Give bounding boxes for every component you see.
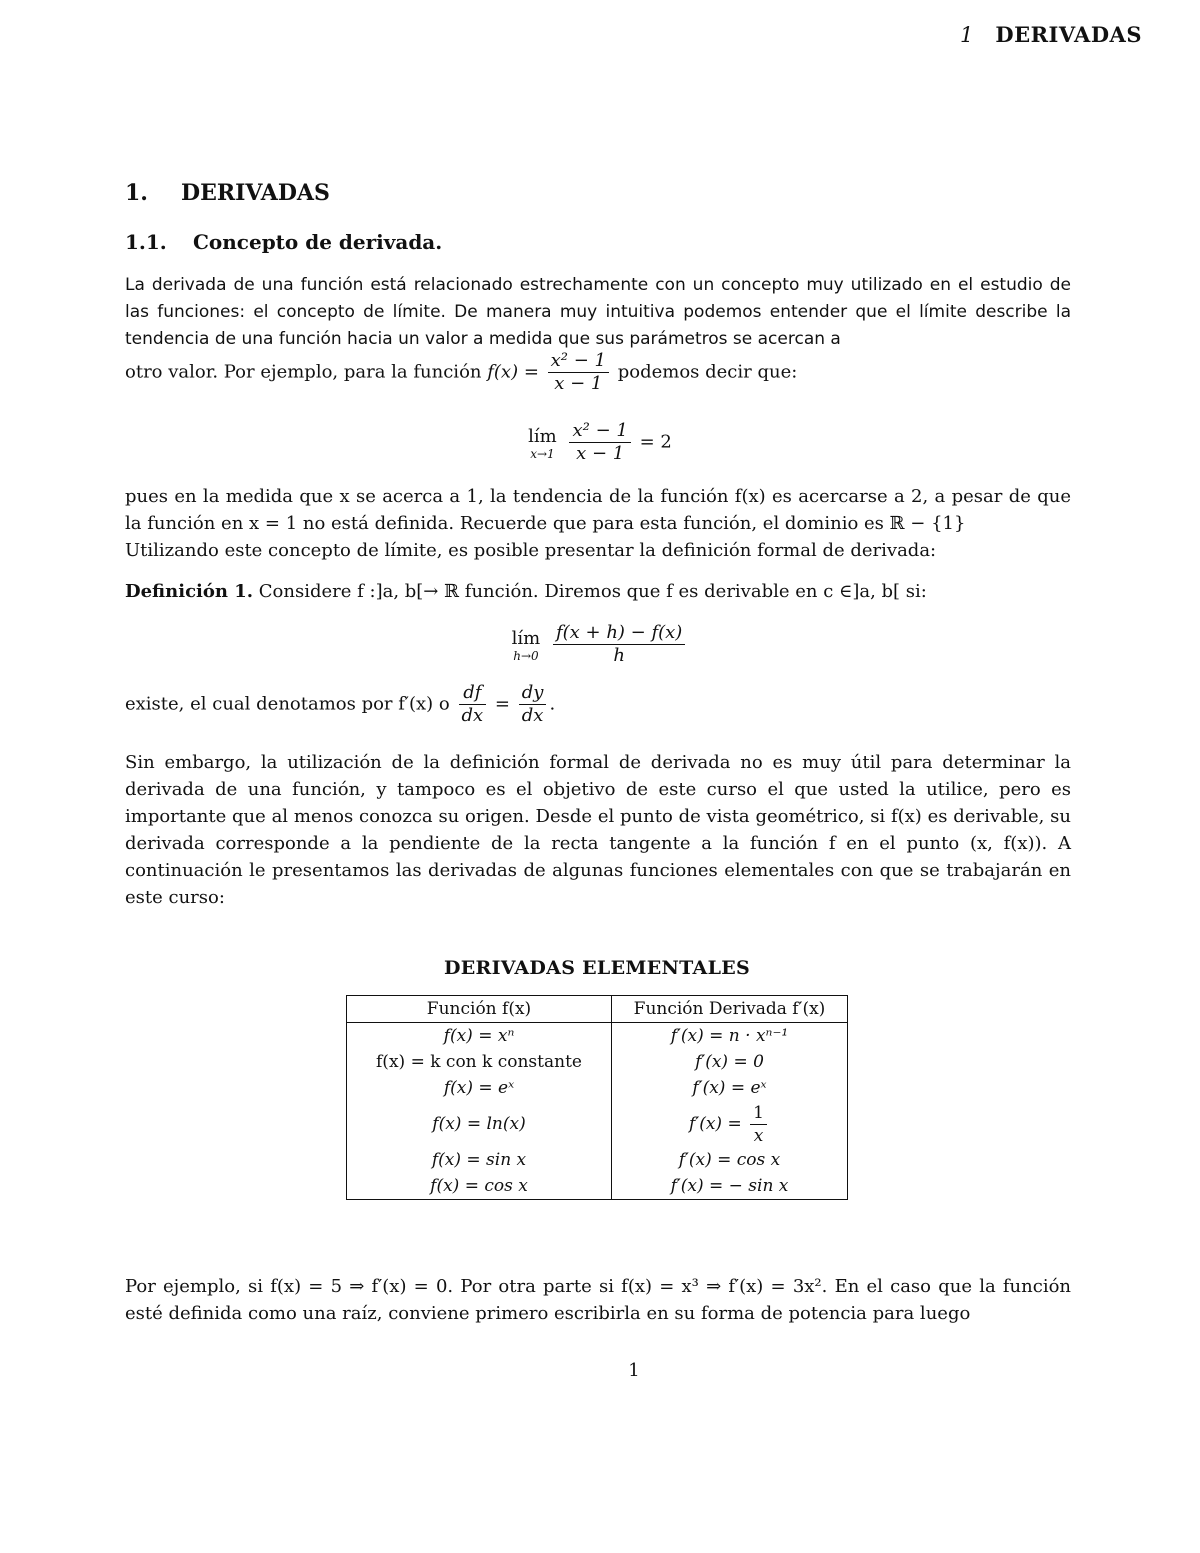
table-cell-derivative-lhs: f′(x) =: [689, 1113, 742, 1134]
table-cell-function: f(x) = sin x: [347, 1147, 612, 1173]
paragraph-geometric: [125, 749, 1071, 911]
section-heading: [125, 180, 330, 206]
paragraph-intro-end: [125, 350, 1071, 395]
subsection-title: Concepto de derivada.: [193, 230, 443, 254]
subsection-heading: [125, 230, 442, 254]
table-cell-derivative: f′(x) = eˣ: [612, 1075, 848, 1101]
running-header: [960, 22, 1142, 47]
paragraph-intro-end-text: otro valor. Por ejemplo, para la función: [125, 361, 482, 383]
paragraph-notation: [125, 682, 1071, 727]
difference-quotient: [553, 622, 685, 667]
table-header-derivative: Función Derivada f′(x): [612, 996, 848, 1023]
table-row: [347, 1023, 848, 1050]
table-header-function: Función f(x): [347, 996, 612, 1023]
paragraph-examples-text: Por ejemplo, si f(x) = 5 ⇒ f′(x) = 0. Por otra parte si f(x) = x³ ⇒ f′(x) = 3x². En el caso que la función esté definida como una raíz, conviene primero escribirla en su forma de potencia para luego: [125, 1276, 1071, 1324]
fraction-numerator: x² − 1: [548, 350, 609, 373]
function-definition: f(x) =: [487, 361, 539, 383]
derivative-limit-word: lím: [511, 627, 541, 649]
notation-dx-1: dx: [461, 705, 484, 726]
table-cell-derivative: [612, 1101, 848, 1147]
difference-quotient-numerator: f(x + h) − f(x): [553, 622, 685, 645]
definition-block: [125, 578, 1071, 605]
table-cell-derivative: f′(x) = 0: [612, 1049, 848, 1075]
paragraph-definition-intro: [125, 537, 1071, 564]
difference-quotient-denominator: h: [613, 645, 625, 666]
table-row: [347, 1173, 848, 1200]
paragraph-limit-explanation: [125, 483, 1071, 537]
paragraph-intro-end-after: podemos decir que:: [617, 361, 798, 383]
fraction-denominator: x: [753, 1125, 764, 1146]
limit-operator: [528, 426, 557, 460]
notation-text: existe, el cual denotamos por f′(x) o: [125, 693, 450, 715]
fraction-denominator: x − 1: [554, 373, 603, 394]
derivatives-table: [346, 995, 848, 1200]
table-row: [347, 1147, 848, 1173]
notation-fraction-dy: [519, 682, 547, 727]
table-cell-derivative-fraction: [750, 1102, 767, 1147]
inline-fraction: [548, 350, 609, 395]
table-cell-derivative: f′(x) = cos x: [612, 1147, 848, 1173]
limit-fraction: [569, 420, 630, 465]
notation-df: df: [459, 682, 487, 705]
table-title: DERIVADAS ELEMENTALES: [443, 957, 751, 979]
limit-equation: [0, 420, 1200, 465]
notation-fraction-df: [459, 682, 487, 727]
paragraph-definition-intro-text: Utilizando este concepto de límite, es posible presentar la definición formal de derivada:: [125, 540, 937, 561]
paragraph-geometric-text: Sin embargo, la utilización de la definición formal de derivada no es muy útil para determinar la derivada de una función, y tampoco es el objetivo de este curso el que usted la utilice, pero es importante que al menos conozca su origen. Desde el punto de vista geométrico, si f(x) es derivable, su derivada corresponde a la pendiente de la recta tangente a la función f en el punto (x, f(x)). A continuación le presentamos las derivadas de algunas funciones elementales con que se trabajarán en este curso:: [125, 752, 1071, 908]
limit-subscript: x→1: [530, 446, 555, 461]
derivative-limit-operator: [512, 628, 541, 662]
table-cell-function: f(x) = eˣ: [347, 1075, 612, 1101]
limit-word: lím: [528, 425, 557, 447]
section-title: DERIVADAS: [181, 180, 330, 206]
paragraph-examples: [125, 1273, 1071, 1327]
notation-dx-2: dx: [521, 705, 544, 726]
definition-text: Considere f :]a, b[→ ℝ función. Diremos que f es derivable en c ∈]a, b[ si:: [258, 581, 927, 602]
notation-dy: dy: [519, 682, 547, 705]
table-cell-function: f(x) = k con k constante: [347, 1049, 612, 1075]
running-header-title: DERIVADAS: [995, 22, 1142, 47]
table-cell-function: f(x) = xⁿ: [347, 1023, 612, 1050]
table-cell-function: f(x) = ln(x): [347, 1101, 612, 1147]
derivative-limit-equation: [0, 622, 1200, 667]
limit-result: = 2: [639, 431, 672, 453]
table-cell-function: f(x) = cos x: [347, 1173, 612, 1200]
paragraph-intro-text: La derivada de una función está relacionado estrechamente con un concepto muy utilizado en el estudio de las funciones: el concepto de límite. De manera muy intuitiva podemos entender que el límite describe la tendencia de una función hacia un valor a medida que sus parámetros se acercan a: [125, 275, 1071, 349]
paragraph-intro: [125, 272, 1071, 353]
table-header-row: [347, 996, 848, 1023]
notation-period: .: [549, 693, 556, 715]
paragraph-limit-explanation-text: pues en la medida que x se acerca a 1, la tendencia de la función f(x) es acercarse a 2, a pesar de que la función en x = 1 no está definida. Recuerde que para esta función, el dominio es ℝ − {1}: [125, 486, 1071, 534]
running-header-number: 1: [960, 23, 974, 47]
subsection-number: 1.1.: [125, 230, 167, 254]
table-cell-derivative: f′(x) = n · xⁿ⁻¹: [612, 1023, 848, 1050]
section-number: 1.: [125, 180, 148, 206]
table-row: [347, 1075, 848, 1101]
definition-label: Definición 1.: [125, 581, 254, 602]
table-row: [347, 1101, 848, 1147]
table-row: [347, 1049, 848, 1075]
notation-equals: =: [494, 693, 511, 715]
table-cell-derivative: f′(x) = − sin x: [612, 1173, 848, 1200]
page-number: 1: [628, 1360, 640, 1381]
fraction-numerator: 1: [750, 1102, 767, 1125]
limit-denominator: x − 1: [576, 443, 625, 464]
derivative-limit-subscript: h→0: [513, 648, 539, 663]
limit-numerator: x² − 1: [569, 420, 630, 443]
